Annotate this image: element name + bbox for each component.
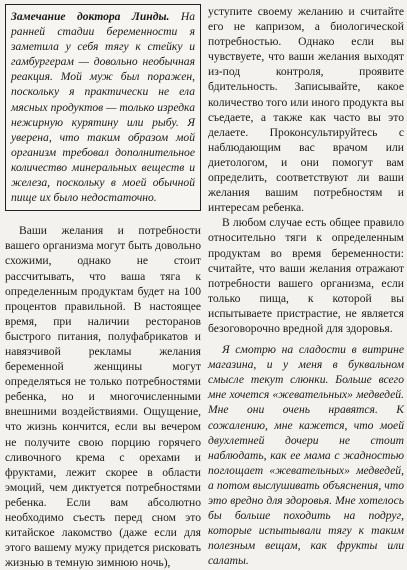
main-paragraph-right-2: В любом случае есть общее правило относительно тяги к определенным продуктам во время беременности: считайте, что ваши желания отражают потребности вашего организма, если только пища, к которой вы испытываете пристрастие, не является безоговорочно вредной для здоровья. [208, 216, 404, 335]
main-paragraph-right-1: уступите своему желанию и считайте его не капризом, а биологической потребностью. Однако если вы чувствуете, что ваши желания выходят из-под контроля, проявите бдительность. Записывайте, какое количество того или иного продукта вы съедаете, а также как часто вы это делаете. Проконсультируйтесь с наблюдающим вас врачом или диетологом, и они помогут вам определить, соответствуют ли ваши желания вашим потребностям и интересам ребенка. [208, 5, 404, 215]
doctor-note-body: На ранней стадии беременности я заметила у себя тягу к стейку и гамбургерам — довольно необычная реакция. Мой муж был поражен, поскольку я практически не ела мясных продуктов — только изредка нежирную курятину или рыбу. Я уверена, что таким образом мой организм требовал дополнительное количество минеральных веществ и железа, поскольку в моей обычной пище их было недостаточно. [11, 10, 195, 205]
spacer [5, 211, 201, 223]
right-column [208, 4, 404, 568]
doctor-note-lead: Замечание доктора Линды. [11, 10, 170, 23]
left-column [5, 4, 201, 570]
doctor-note-box [5, 4, 201, 211]
main-paragraph-left: Ваши желания и потребности вашего организма могут быть довольно схожими, однако не стоит рассчитывать, что ваша тяга к определенным продуктам будет на 100 процентов правильной. В настоящее время, при наличии ресторанов быстрого питания, полуфабрикатов и навязчивой рекламы желания беременной женщины могут определяться не только потребностями ребенка, но и многочисленными внешними воздействиями. Ощущение, что жизнь кончится, если вы вечером не получите свою порцию горячего сливочного крема с орехами и фруктами, лежит скорее в области эмоций, чем диктуется потребностями ребенка. Если вам абсолютно необходимо съесть перед сном это китайское лакомство (даже если для этого вашему мужу придется рисковать жизнью в темную зимнюю ночь), [5, 224, 201, 570]
reader-quote: Я смотрю на сладости в витрине магазина, и у меня в буквальном смысле текут слюнки. Больше всего мне хочется «жевательных» медведей. Мне они очень нравятся. К сожалению, мне кажется, что моей двухлетней дочери не стоит наблюдать, как ее мама с жадностью поглощает «жевательных» медведей, а потом выслушивать объяснения, что это вредно для здоровья. Мне хотелось бы больше походить на подруг, которые испытывали тягу к таким полезным вещам, как фрукты или салаты. [208, 343, 404, 568]
doctor-note-text [11, 9, 195, 205]
